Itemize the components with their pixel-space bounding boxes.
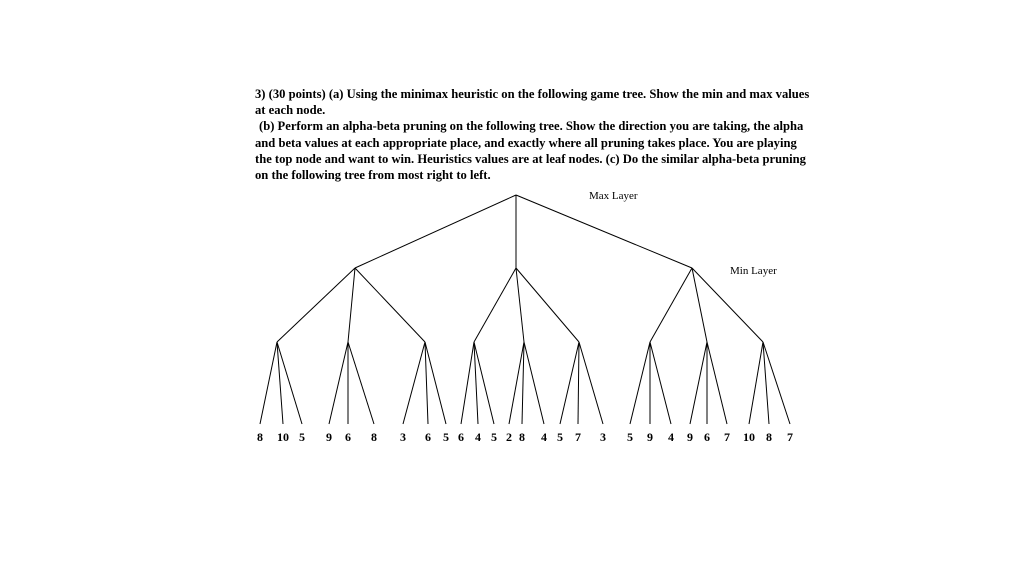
leaf-value: 3 (400, 430, 406, 444)
edge-node-to-leaf-0 (260, 342, 277, 424)
max-layer-label: Max Layer (589, 190, 638, 202)
question-part-b: (b) Perform an alpha-beta pruning on the following tree. Show the direction you are taking, the alpha and beta values at each appropriate place, and exactly where all pruning takes place. You are playing the top node and want to win. Heuristics values are at leaf nodes. (c) Do the similar alpha-beta pruning on the following tree from most right to left. (255, 119, 806, 183)
edge-root-to-min-0 (355, 195, 516, 268)
leaf-value: 9 (647, 430, 653, 444)
edge-node-to-leaf-17 (579, 342, 603, 424)
edge-node-to-leaf-6 (403, 342, 425, 424)
edge-node-to-leaf-2 (277, 342, 302, 424)
leaf-value: 5 (627, 430, 633, 444)
leaf-value: 7 (787, 430, 793, 444)
edge-node-to-leaf-14 (524, 342, 544, 424)
edge-node-to-leaf-26 (763, 342, 790, 424)
leaf-value: 3 (600, 430, 606, 444)
leaf-value: 2 (506, 430, 512, 444)
edge-min-to-node-1 (348, 268, 355, 342)
edge-node-to-leaf-18 (630, 342, 650, 424)
leaf-value: 5 (299, 430, 305, 444)
edge-node-to-leaf-1 (277, 342, 283, 424)
edge-min-to-node-2 (355, 268, 425, 342)
edge-min-to-node-8 (692, 268, 763, 342)
edge-node-to-leaf-15 (560, 342, 579, 424)
leaf-value: 8 (766, 430, 772, 444)
leaf-values (257, 430, 793, 444)
edge-node-to-leaf-9 (461, 342, 474, 424)
question-part-a: 3) (30 points) (a) Using the minimax heuristic on the following game tree. Show the min and max values at each node. (255, 87, 810, 118)
edge-node-to-leaf-16 (578, 342, 579, 424)
leaf-value: 8 (257, 430, 263, 444)
leaf-value: 10 (277, 430, 289, 444)
edge-min-to-node-3 (474, 268, 516, 342)
edge-node-to-leaf-20 (650, 342, 671, 424)
leaf-value: 6 (458, 430, 464, 444)
leaf-value: 4 (475, 430, 481, 444)
leaf-value: 4 (541, 430, 547, 444)
leaf-value: 7 (575, 430, 581, 444)
leaf-value: 6 (704, 430, 710, 444)
leaf-value: 9 (326, 430, 332, 444)
edge-node-to-leaf-13 (522, 342, 524, 424)
leaf-value: 10 (743, 430, 755, 444)
leaf-value: 8 (519, 430, 525, 444)
edge-node-to-leaf-8 (425, 342, 446, 424)
edge-node-to-leaf-5 (348, 342, 374, 424)
leaf-value: 8 (371, 430, 377, 444)
edge-min-to-node-5 (516, 268, 579, 342)
min-layer-label: Min Layer (730, 265, 777, 277)
leaf-value: 6 (425, 430, 431, 444)
edge-min-to-node-4 (516, 268, 524, 342)
leaf-value: 7 (724, 430, 730, 444)
edge-root-to-min-2 (516, 195, 692, 268)
leaf-value: 5 (443, 430, 449, 444)
edge-node-to-leaf-7 (425, 342, 428, 424)
leaf-value: 6 (345, 430, 351, 444)
edge-node-to-leaf-3 (329, 342, 348, 424)
edge-node-to-leaf-25 (763, 342, 769, 424)
leaf-value: 5 (491, 430, 497, 444)
edge-node-to-leaf-23 (707, 342, 727, 424)
edge-node-to-leaf-21 (690, 342, 707, 424)
leaf-value: 4 (668, 430, 674, 444)
edge-node-to-leaf-24 (749, 342, 763, 424)
edge-min-to-node-7 (692, 268, 707, 342)
edge-node-to-leaf-12 (509, 342, 524, 424)
edge-min-to-node-6 (650, 268, 692, 342)
tree-edges (260, 195, 790, 424)
leaf-value: 5 (557, 430, 563, 444)
leaf-value: 9 (687, 430, 693, 444)
edge-min-to-node-0 (277, 268, 355, 342)
